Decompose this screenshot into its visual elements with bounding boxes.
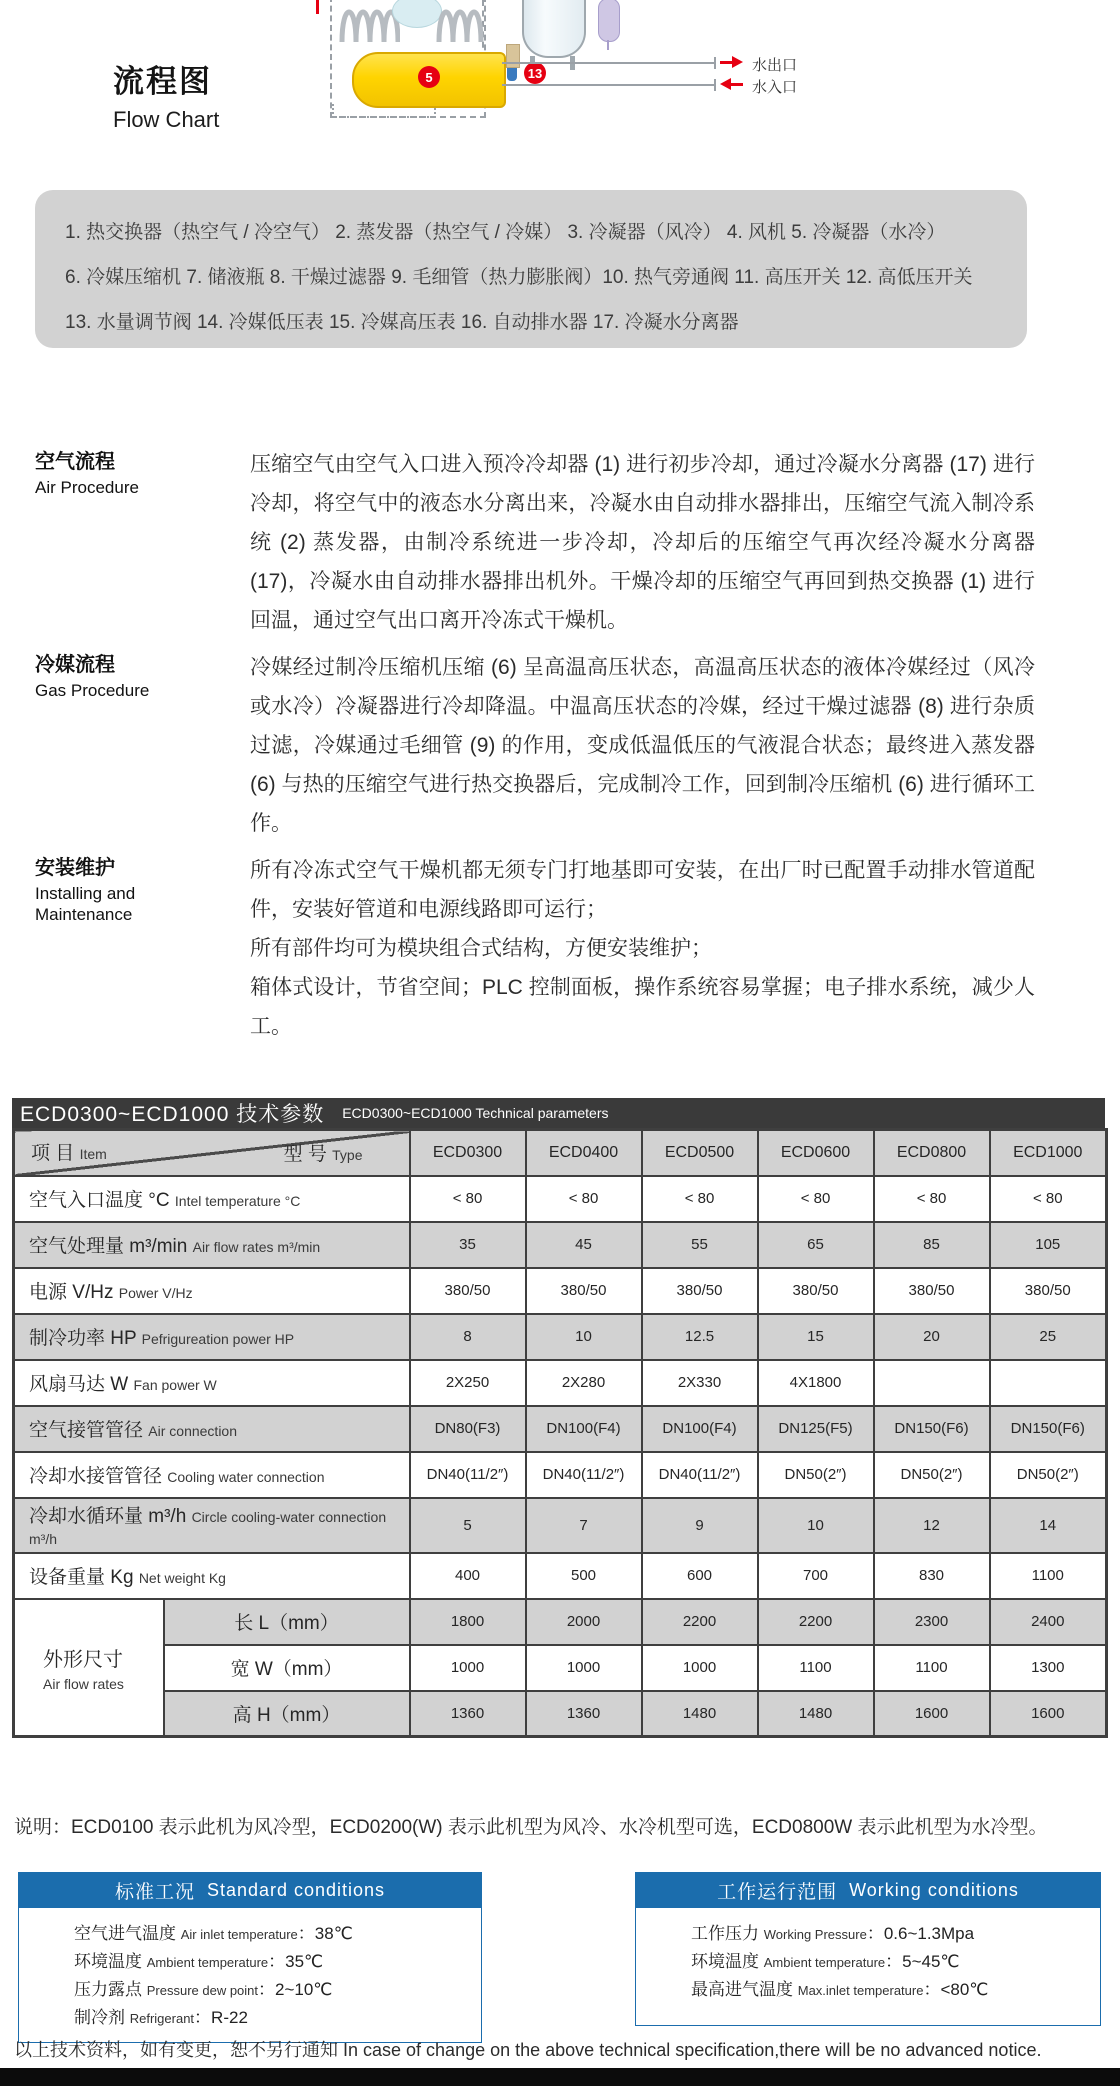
standard-conditions-header: [18, 1872, 482, 1908]
flow-chart-title: [113, 56, 219, 133]
row-value: DN50(2″): [874, 1452, 990, 1498]
box-title-en: Working conditions: [849, 1879, 1019, 1900]
row-value: DN150(F6): [990, 1406, 1107, 1452]
table-header-row: [14, 1130, 1107, 1176]
row-value: 1000: [642, 1645, 758, 1691]
section-heading: [35, 445, 250, 640]
row-value: 45: [526, 1222, 642, 1268]
section-heading-zh: 冷媒流程: [35, 654, 115, 676]
model-header: ECD0500: [642, 1130, 758, 1176]
row-value: 1000: [410, 1645, 526, 1691]
table-corner-cell: [14, 1130, 410, 1176]
table-row: [14, 1406, 1107, 1452]
coil-left-icon: [336, 0, 400, 42]
row-label: 电源 V/Hz Power V/Hz: [14, 1268, 410, 1314]
row-value: < 80: [990, 1176, 1107, 1222]
install-line: 所有冷冻式空气干燥机都无须专门打地基即可安装，在出厂时已配置手动排水管道配件，安装好管道和电源线路即可运行；: [250, 859, 1035, 921]
row-value: 9: [642, 1498, 758, 1553]
spec-table: [12, 1128, 1108, 1738]
flow-chart-title-en: Flow Chart: [113, 107, 220, 132]
table-title-bar: [12, 1098, 1105, 1128]
model-header: ECD0300: [410, 1130, 526, 1176]
pipe-end-tick: [714, 57, 716, 69]
row-value: [990, 1360, 1107, 1406]
pipe-end-tick: [714, 79, 716, 91]
row-value: 830: [874, 1553, 990, 1599]
model-header: ECD0600: [758, 1130, 874, 1176]
table-row: [14, 1222, 1107, 1268]
page-bottom-bar: [0, 2068, 1120, 2086]
separator-tank-icon: [522, 0, 586, 58]
row-value: 380/50: [990, 1268, 1107, 1314]
table-row: [14, 1268, 1107, 1314]
row-value: 1100: [874, 1645, 990, 1691]
dimensions-label: 外形尺寸 Air flow rates: [14, 1599, 164, 1737]
section-heading-en: Gas Procedure: [35, 681, 150, 700]
row-value: 105: [990, 1222, 1107, 1268]
row-label: 冷却水接管管径 Cooling water connection: [14, 1452, 410, 1498]
table-row: [14, 1645, 1107, 1691]
row-value: 1100: [758, 1645, 874, 1691]
model-header: ECD1000: [990, 1130, 1107, 1176]
filter-capsule-icon: [598, 0, 620, 42]
row-value: 2400: [990, 1599, 1107, 1645]
row-value: 2200: [642, 1599, 758, 1645]
row-value: 2X250: [410, 1360, 526, 1406]
table-row: [14, 1360, 1107, 1406]
row-value: < 80: [410, 1176, 526, 1222]
table-title-en: ECD0300~ECD1000 Technical parameters: [342, 1105, 609, 1121]
row-value: 1300: [990, 1645, 1107, 1691]
row-value: 1600: [874, 1691, 990, 1737]
row-value: 500: [526, 1553, 642, 1599]
section-heading: [35, 851, 250, 1046]
row-value: 65: [758, 1222, 874, 1268]
row-value: < 80: [758, 1176, 874, 1222]
row-value: 7: [526, 1498, 642, 1553]
water-outlet-label: 水出口: [752, 57, 798, 74]
row-value: 15: [758, 1314, 874, 1360]
row-value: 5: [410, 1498, 526, 1553]
row-value: 380/50: [526, 1268, 642, 1314]
corner-item-label: 项 目 Item: [31, 1142, 107, 1164]
standard-conditions-box: [18, 1872, 482, 2043]
table-row: [14, 1553, 1107, 1599]
row-value: DN50(2″): [990, 1452, 1107, 1498]
component-badge-5: 5: [418, 66, 440, 88]
row-value: 12.5: [642, 1314, 758, 1360]
section-heading-en: Air Procedure: [35, 478, 139, 497]
row-label: 空气入口温度 °C Intel temperature °C: [14, 1176, 410, 1222]
dimension-sublabel: 长 L（mm）: [164, 1599, 410, 1645]
row-value: DN50(2″): [758, 1452, 874, 1498]
table-row: [14, 1176, 1107, 1222]
row-value: DN40(11/2″): [410, 1452, 526, 1498]
section-heading-zh: 安装维护: [35, 857, 115, 879]
legend-line: 13. 水量调节阀 14. 冷媒低压表 15. 冷媒高压表 16. 自动排水器 17. 冷凝水分离器: [65, 312, 739, 333]
row-value: 1000: [526, 1645, 642, 1691]
standard-conditions-body: [18, 1908, 482, 2043]
filter-stem-icon: [607, 40, 609, 50]
row-label: 冷却水循环量 m³/h Circle cooling-water connection m³/h: [14, 1498, 410, 1553]
spec-table-body: [14, 1130, 1107, 1737]
row-value: 14: [990, 1498, 1107, 1553]
flow-chart-title-zh: 流程图: [113, 64, 212, 99]
install-line: 所有部件均可为模块组合式结构，方便安装维护；: [250, 937, 712, 960]
condition-line: 环境温度 Ambient temperature：5~45℃: [691, 1952, 960, 1971]
condition-line: 空气进气温度 Air inlet temperature：38℃: [74, 1924, 353, 1943]
row-value: 1360: [410, 1691, 526, 1737]
box-title-zh: 标准工况: [114, 1881, 195, 1903]
section-gas-procedure: [35, 648, 1035, 843]
table-row: [14, 1314, 1107, 1360]
row-label: 空气处理量 m³/min Air flow rates m³/min: [14, 1222, 410, 1268]
row-value: 1100: [990, 1553, 1107, 1599]
corner-type-label: 型 号 Type: [283, 1144, 363, 1165]
box-title-zh: 工作运行范围: [717, 1881, 838, 1903]
water-outlet-arrow-icon: [732, 56, 743, 68]
flow-chart-diagram: [300, 0, 880, 175]
outlet-arrow-tail: [720, 61, 732, 64]
table-row: [14, 1452, 1107, 1498]
row-value: 1360: [526, 1691, 642, 1737]
water-inlet-pipe: [502, 84, 714, 86]
dimension-sublabel: 高 H（mm）: [164, 1691, 410, 1737]
inlet-arrow-tail: [731, 83, 743, 86]
row-value: 1480: [642, 1691, 758, 1737]
row-label: 风扇马达 W Fan power W: [14, 1360, 410, 1406]
row-value: 380/50: [410, 1268, 526, 1314]
row-value: 1800: [410, 1599, 526, 1645]
row-value: DN125(F5): [758, 1406, 874, 1452]
working-conditions-body: [635, 1908, 1101, 2026]
model-header: ECD0400: [526, 1130, 642, 1176]
row-value: < 80: [526, 1176, 642, 1222]
condition-line: 制冷剂 Refrigerant：R-22: [74, 2008, 248, 2027]
condition-line: 环境温度 Ambient temperature：35℃: [74, 1952, 324, 1971]
row-value: DN80(F3): [410, 1406, 526, 1452]
section-body: 冷媒经过制冷压缩机压缩 (6) 呈高温高压状态，高温高压状态的液体冷媒经过（风冷或水冷）冷凝器进行冷却降温。中温高压状态的冷媒，经过干燥过滤器 (8) 进行杂质过滤，冷媒通过毛细管 (9) 的作用，变成低温低压的气液混合状态；最终进入蒸发器 (6) 与热的压缩空气进行热交换器后，完成制冷工作，回到制冷压缩机 (6) 进行循环工作。: [250, 656, 1035, 835]
section-heading: [35, 648, 250, 843]
row-value: 55: [642, 1222, 758, 1268]
disclaimer-footer: 以上技术资料，如有变更，恕不另行通知 In case of change on the above technical specification,there will be no advanced notice.: [14, 2040, 1042, 2060]
working-conditions-box: [635, 1872, 1101, 2026]
row-value: 380/50: [642, 1268, 758, 1314]
row-value: 1600: [990, 1691, 1107, 1737]
condition-line: 最高进气温度 Max.inlet temperature：<80℃: [691, 1980, 989, 1999]
row-value: 2000: [526, 1599, 642, 1645]
component-legend: [35, 190, 1027, 348]
row-label: 制冷功率 HP Pefrigureation power HP: [14, 1314, 410, 1360]
row-value: DN40(11/2″): [526, 1452, 642, 1498]
model-header: ECD0800: [874, 1130, 990, 1176]
water-valve-icon: [506, 44, 520, 68]
row-value: 400: [410, 1553, 526, 1599]
row-value: DN100(F4): [526, 1406, 642, 1452]
install-line: 箱体式设计，节省空间；PLC 控制面板，操作系统容易掌握；电子排水系统，减少人工。: [250, 976, 1035, 1038]
dimension-sublabel: 宽 W（mm）: [164, 1645, 410, 1691]
section-heading-en: Installing and Maintenance: [35, 884, 136, 924]
red-marker-icon: [316, 0, 319, 14]
row-value: 2X280: [526, 1360, 642, 1406]
row-value: [874, 1360, 990, 1406]
row-value: 85: [874, 1222, 990, 1268]
table-row: [14, 1498, 1107, 1553]
drain-fitting-icon: [507, 68, 517, 81]
table-title-zh: ECD0300~ECD1000 技术参数: [20, 1103, 325, 1126]
row-value: 35: [410, 1222, 526, 1268]
legend-line: 1. 热交换器（热空气 / 冷空气） 2. 蒸发器（热空气 / 冷媒） 3. 冷凝器（风冷） 4. 风机 5. 冷凝器（水冷）: [65, 222, 946, 243]
coil-right-icon: [434, 0, 484, 42]
condition-line: 压力露点 Pressure dew point：2~10℃: [74, 1980, 333, 1999]
water-outlet-pipe: [502, 62, 714, 64]
legend-line: 6. 冷媒压缩机 7. 储液瓶 8. 干燥过滤器 9. 毛细管（热力膨胀阀）10. 热气旁通阀 11. 高压开关 12. 高低压开关: [65, 267, 973, 288]
section-install-maintenance: [35, 851, 1035, 1046]
row-value: 2200: [758, 1599, 874, 1645]
box-title-en: Standard conditions: [206, 1879, 386, 1900]
water-inlet-label: 水入口: [752, 79, 798, 96]
row-value: 1480: [758, 1691, 874, 1737]
row-value: 600: [642, 1553, 758, 1599]
model-naming-note: 说明：ECD0100 表示此机为风冷型，ECD0200(W) 表示此机型为风冷、水冷机型可选，ECD0800W 表示此机型为水冷型。: [14, 1817, 1048, 1838]
water-inlet-arrow-icon: [720, 78, 731, 90]
row-value: < 80: [642, 1176, 758, 1222]
row-value: DN150(F6): [874, 1406, 990, 1452]
row-label: 空气接管管径 Air connection: [14, 1406, 410, 1452]
row-value: 700: [758, 1553, 874, 1599]
table-row: [14, 1691, 1107, 1737]
row-value: 380/50: [758, 1268, 874, 1314]
row-value: < 80: [874, 1176, 990, 1222]
component-badge-13: 13: [524, 62, 546, 84]
section-body: [250, 851, 1035, 1046]
row-value: 12: [874, 1498, 990, 1553]
condition-line: 工作压力 Working Pressure：0.6~1.3Mpa: [691, 1924, 975, 1943]
row-value: 2X330: [642, 1360, 758, 1406]
section-air-procedure: [35, 445, 1035, 640]
row-value: 4X1800: [758, 1360, 874, 1406]
section-heading-zh: 空气流程: [35, 451, 115, 473]
row-value: 8: [410, 1314, 526, 1360]
row-value: DN40(11/2″): [642, 1452, 758, 1498]
table-row: [14, 1599, 1107, 1645]
row-label: 设备重量 Kg Net weight Kg: [14, 1553, 410, 1599]
row-value: 380/50: [874, 1268, 990, 1314]
section-body: 压缩空气由空气入口进入预冷冷却器 (1) 进行初步冷却，通过冷凝水分离器 (17) 进行冷却，将空气中的液态水分离出来，冷凝水由自动排水器排出，压缩空气流入制冷系统 (2) 蒸发器，由制冷系统进一步冷却，冷却后的压缩空气再次经冷凝水分离器 (17)，冷凝水由自动排水器排出机外。干燥冷却的压缩空气再回到热交换器 (1) 进行回温，通过空气出口离开冷冻式干燥机。: [250, 453, 1035, 632]
row-value: DN100(F4): [642, 1406, 758, 1452]
row-value: 10: [526, 1314, 642, 1360]
row-value: 10: [758, 1498, 874, 1553]
row-value: 25: [990, 1314, 1107, 1360]
row-value: 20: [874, 1314, 990, 1360]
working-conditions-header: [635, 1872, 1101, 1908]
row-value: 2300: [874, 1599, 990, 1645]
